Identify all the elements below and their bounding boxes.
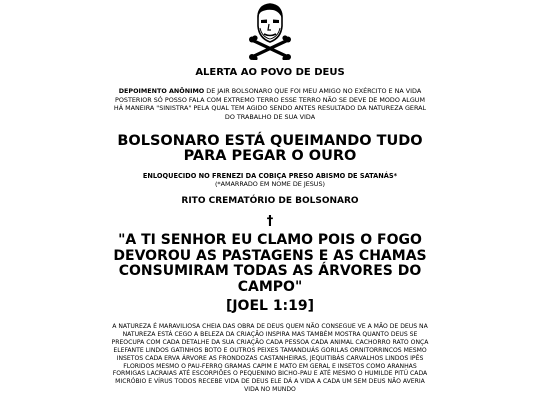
body-paragraph: A NATUREZA É MARAVILIOSA CHEIA DAS OBRA DE DEUS QUEM NÃO CONSEGUE VE A MÃO DE DEUS NA NATUREZA ESTÁ CEGO A BELEZA DA CRIAÇÃO INSPIRA MAS TAMBÉM MOSTRA QUANTO DEUS SE PREOCUPA COM CADA DETALHE DA SUA CRIAÇÃO CADA PESSOA CADA ANIMAL CACHORRO RATO ONÇA ELEFANTE LINDOS GATINHOS BOTO E OUTROS PEIXES TAMANDUÁS GORILAS ORNITORRINCOS MESMO INSETOS CADA ERVA ÁRVORE AS FRONDOZAS CASTANHEIRAS, JEQUITIBÁS CARVALHOS LINDOS IPÊS FLORIDOS MESMO O PAU-FERRO GRAMAS CAPIM E MATO EM GERAL E INSETOS COMO ARANHAS FORMIGAS LACRAIAS ATÉ ESCORPIÕES O PEQUENINO BICHO-PAU E ATÉ MESMO O HUMILDE PITÚ CADA MICRÓBIO E VÍRUS TODOS RECEBE VIDA DE DEUS ELE DÁ A VIDA A CADA UM SEM DEUS NÃO AVERIA VIDA NO MUNDO [111,323,429,394]
cross-icon: † [266,214,274,229]
depoimento-text: DE JAIR BOLSONARO QUE FOI MEU AMIGO NO EXÉRCITO E NA VIDA POSTERIOR SÓ POSSO FALA COM EXTREMO TERRO ESSE TERRO NÃO SE DEVE DE MODO ALGUM HÁ MANEIRA "SINISTRA" PELA QUAL TEM AGIDO SENDO ANTES RESULTADO DA NATUREZA GERAL DO TRABALHO DE SUA VIDA [113,87,427,121]
rito-heading: RITO CREMATÓRIO DE BOLSONARO [181,196,359,206]
depoimento-paragraph [110,87,430,121]
scripture-quote: "A TI SENHOR EU CLAMO POIS O FOGO DEVOROU AS PASTAGENS E AS CHAMAS CONSUMIRAM TODAS AS ÁRVORES DO CAMPO" [113,232,427,295]
alert-title: ALERTA AO POVO DE DEUS [195,67,345,78]
enlouquecido-subtitle: ENLOQUECIDO NO FRENEZI DA COBIÇA PRESO ABISMO DE SATANÁS* [142,172,398,180]
amarrado-note: (*AMARRADO EM NOME DE JESUS) [214,180,326,188]
scripture-reference: [JOEL 1:19] [225,298,315,314]
skull-crossbones-portrait-icon [246,2,294,60]
headline-line-2: PARA PEGAR O OURO [183,148,357,164]
depoimento-label: DEPOIMENTO ANÔNIMO [118,87,205,95]
headline-line-1: BOLSONARO ESTÁ QUEIMANDO TUDO [117,133,423,149]
main-headline [0,134,540,164]
